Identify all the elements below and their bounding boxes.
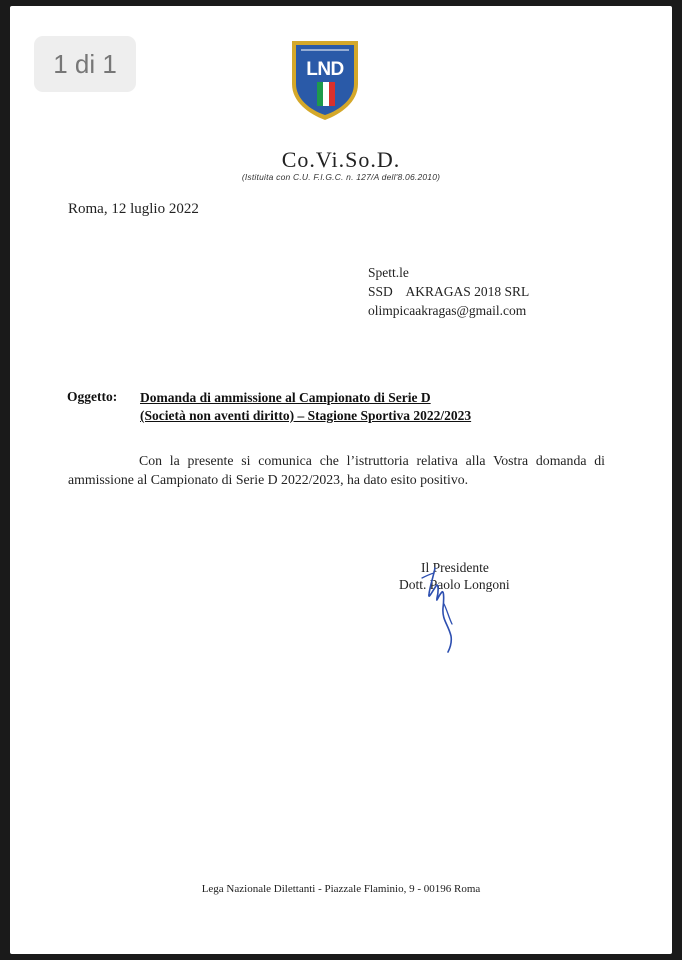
signatory-name: Dott. Paolo Longoni xyxy=(399,577,510,592)
document-page xyxy=(10,6,672,954)
addressee-line: SSD AKRAGAS 2018 SRL xyxy=(368,284,530,299)
organization-title: Co.Vi.So.D. xyxy=(281,147,401,172)
subject-block xyxy=(140,389,471,425)
signatory-role: Il Presidente xyxy=(421,560,489,575)
subject-line: Domanda di ammissione al Campionato di Serie D xyxy=(140,390,431,405)
letter-date: Roma, 12 luglio 2022 xyxy=(68,201,199,217)
subject-line: (Società non aventi diritto) – Stagione Sportiva 2022/2023 xyxy=(140,408,472,423)
addressee-line: Spett.le xyxy=(368,265,409,280)
subject-label: Oggetto: xyxy=(67,389,118,404)
handwritten-signature xyxy=(408,564,466,660)
organization-subtitle: (Istituita con C.U. F.I.G.C. n. 127/A dell'8.06.2010) xyxy=(241,172,441,182)
page-indicator: 1 di 1 xyxy=(34,36,136,92)
letter-body: Con la presente si comunica che l’istruttoria relativa alla Vostra domanda di ammissione al Campionato di Serie D 2022/2023, ha dato esito positivo. xyxy=(68,453,605,487)
addressee-line: olimpicaakragas@gmail.com xyxy=(368,303,527,318)
addressee-block xyxy=(368,263,529,320)
logo-text: LND xyxy=(306,59,344,80)
letter-footer: Lega Nazionale Dilettanti - Piazzale Flaminio, 9 - 00196 Roma xyxy=(201,883,481,895)
